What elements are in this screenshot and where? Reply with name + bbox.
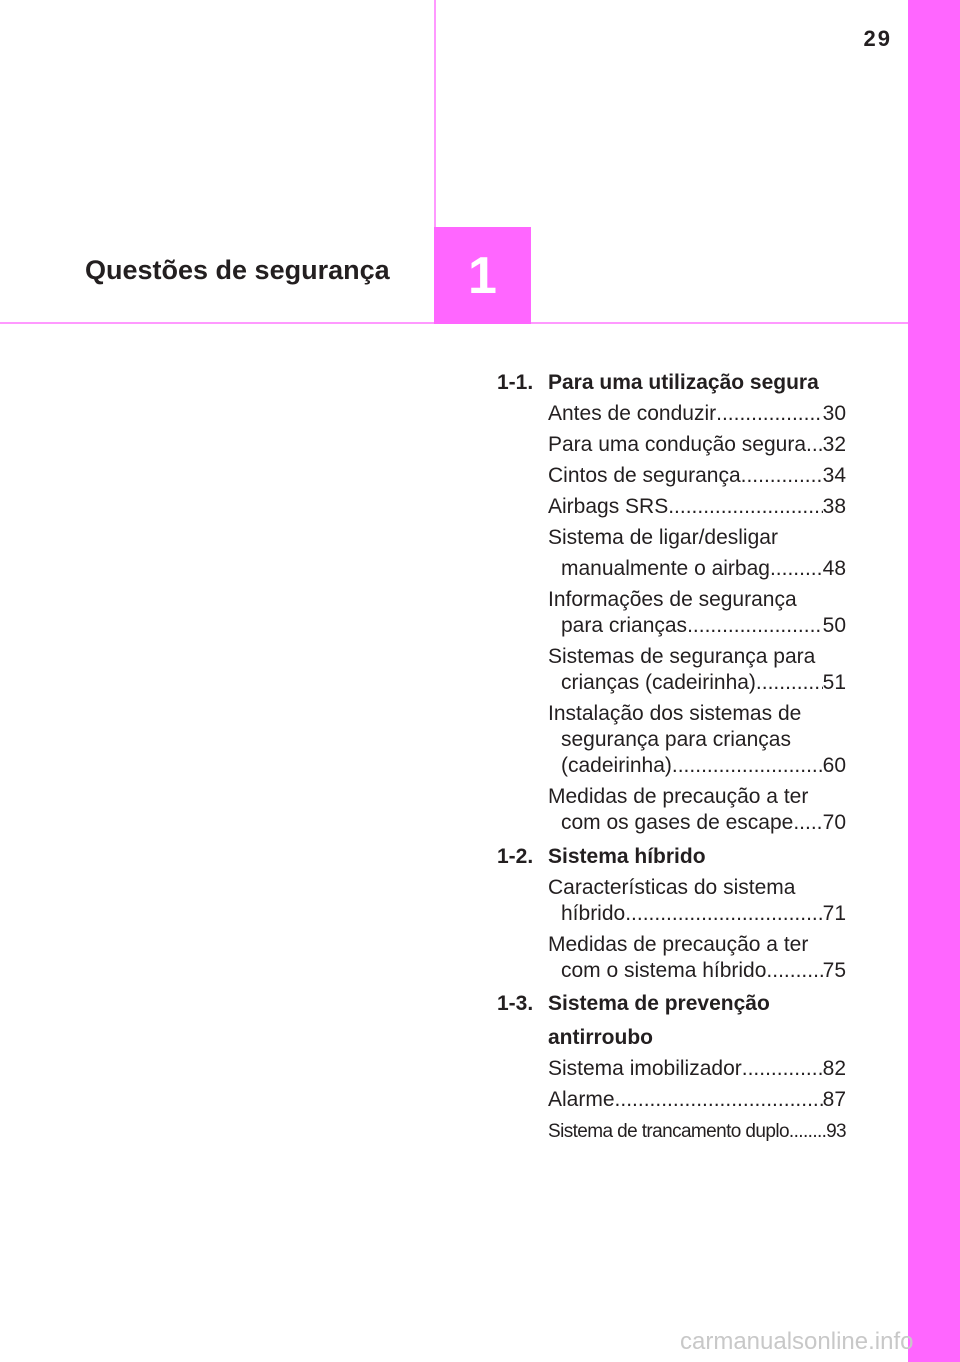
toc-leader-dots xyxy=(742,1057,823,1081)
page-number: 29 xyxy=(863,26,892,51)
toc-leader-dots xyxy=(687,614,823,638)
chapter-title: Questões de segurança xyxy=(85,255,390,285)
toc-entry-page: 70 xyxy=(822,811,846,834)
toc-leader-dots xyxy=(625,902,822,926)
toc-entry-trancamento-duplo[interactable] xyxy=(548,1120,846,1144)
toc-entry-conducao-segura[interactable] xyxy=(548,433,846,457)
toc-entry-page: 50 xyxy=(822,614,846,637)
toc-entry-title-cont: para crianças xyxy=(561,614,688,637)
toc-entry-title[interactable]: Informações de segurança xyxy=(548,588,797,611)
watermark: carmanualsonline.info xyxy=(680,1328,914,1355)
section-number: 1-1. xyxy=(497,371,534,394)
toc-entry-alarme[interactable] xyxy=(548,1088,846,1112)
section-title: Sistema híbrido xyxy=(548,845,706,868)
toc-entry-title[interactable]: Sistemas de segurança para xyxy=(548,645,816,668)
toc-entry-title-cont: com os gases de escape xyxy=(561,811,794,834)
toc-entry-imobilizador[interactable] xyxy=(548,1057,846,1081)
section-number: 1-2. xyxy=(497,845,534,868)
toc-entry-title: Sistema imobilizador xyxy=(548,1057,742,1080)
toc-entry-title-cont: crianças (cadeirinha) xyxy=(561,671,756,694)
toc-entry-title-cont[interactable]: segurança para crianças xyxy=(561,728,791,751)
toc-leader-dots xyxy=(716,402,823,426)
toc-entry-title[interactable]: Sistema de ligar/desligar xyxy=(548,526,778,549)
toc-entry-antes-de-conduzir[interactable] xyxy=(548,402,846,426)
toc-entry-title: Alarme xyxy=(548,1088,615,1111)
toc-entry-title[interactable]: Medidas de precaução a ter xyxy=(548,785,809,808)
toc-entry-info-criancas[interactable] xyxy=(561,614,846,638)
toc-entry-hibrido[interactable] xyxy=(561,902,846,926)
toc-entry-title: Antes de conduzir xyxy=(548,402,717,425)
toc-leader-dots xyxy=(766,959,822,983)
toc-entry-cintos-de-seguranca[interactable] xyxy=(548,464,846,488)
toc-entry-title[interactable]: Características do sistema xyxy=(548,876,796,899)
toc-leader-dots xyxy=(615,1088,823,1112)
toc-leader-dots xyxy=(741,464,823,488)
toc-entry-page: 71 xyxy=(822,902,846,925)
toc-entry-title: Cintos de segurança xyxy=(548,464,741,487)
header-vertical-rule xyxy=(434,0,436,228)
toc-leader-dots xyxy=(806,433,823,457)
toc-entry-airbag-manual[interactable] xyxy=(561,557,846,581)
section-title-cont: antirroubo xyxy=(548,1026,653,1049)
toc-entry-page: 51 xyxy=(822,671,846,694)
toc-entry-page: 82 xyxy=(822,1057,846,1080)
toc-leader-dots xyxy=(756,671,823,695)
toc-leader-dots xyxy=(668,495,822,519)
section-number: 1-3. xyxy=(497,992,534,1015)
toc-leader-dots xyxy=(793,811,822,835)
toc-leader-dots xyxy=(672,754,823,778)
section-title: Para uma utilização segura xyxy=(548,371,819,394)
toc-entry-title: Sistema de trancamento duplo xyxy=(548,1121,789,1142)
toc-entry-title-cont: manualmente o airbag xyxy=(561,557,770,580)
toc-entry-airbags-srs[interactable] xyxy=(548,495,846,519)
toc-leader-dots xyxy=(789,1120,826,1144)
toc-leader-dots xyxy=(770,557,823,581)
toc-entry-page: 93 xyxy=(826,1121,846,1142)
toc-entry-sistemas-criancas[interactable] xyxy=(561,671,846,695)
toc-entry-page: 38 xyxy=(822,495,846,518)
toc-entry-page: 60 xyxy=(822,754,846,777)
toc-entry-title[interactable]: Instalação dos sistemas de xyxy=(548,702,802,725)
toc-entry-page: 34 xyxy=(822,464,846,487)
toc-entry-page: 48 xyxy=(822,557,846,580)
section-title: Sistema de prevenção xyxy=(548,992,770,1015)
toc-entry-title: Airbags SRS xyxy=(548,495,669,518)
toc-entry-title-cont: híbrido xyxy=(561,902,626,925)
toc-entry-title-cont: (cadeirinha) xyxy=(561,754,672,777)
toc-entry-page: 32 xyxy=(822,433,846,456)
toc-entry-page: 75 xyxy=(822,959,846,982)
chapter-side-tab xyxy=(908,0,960,1362)
toc-entry-page: 87 xyxy=(822,1088,846,1111)
toc-entry-gases-escape[interactable] xyxy=(561,811,846,835)
toc-entry-title-cont: com o sistema híbrido xyxy=(561,959,767,982)
toc-entry-title: Para uma condução segura xyxy=(548,433,806,456)
toc-entry-page: 30 xyxy=(822,402,846,425)
toc-entry-instalacao[interactable] xyxy=(561,754,846,778)
toc-entry-title[interactable]: Medidas de precaução a ter xyxy=(548,933,809,956)
toc-entry-precaucao-hibrido[interactable] xyxy=(561,959,846,983)
chapter-number-box: 1 xyxy=(434,227,531,324)
